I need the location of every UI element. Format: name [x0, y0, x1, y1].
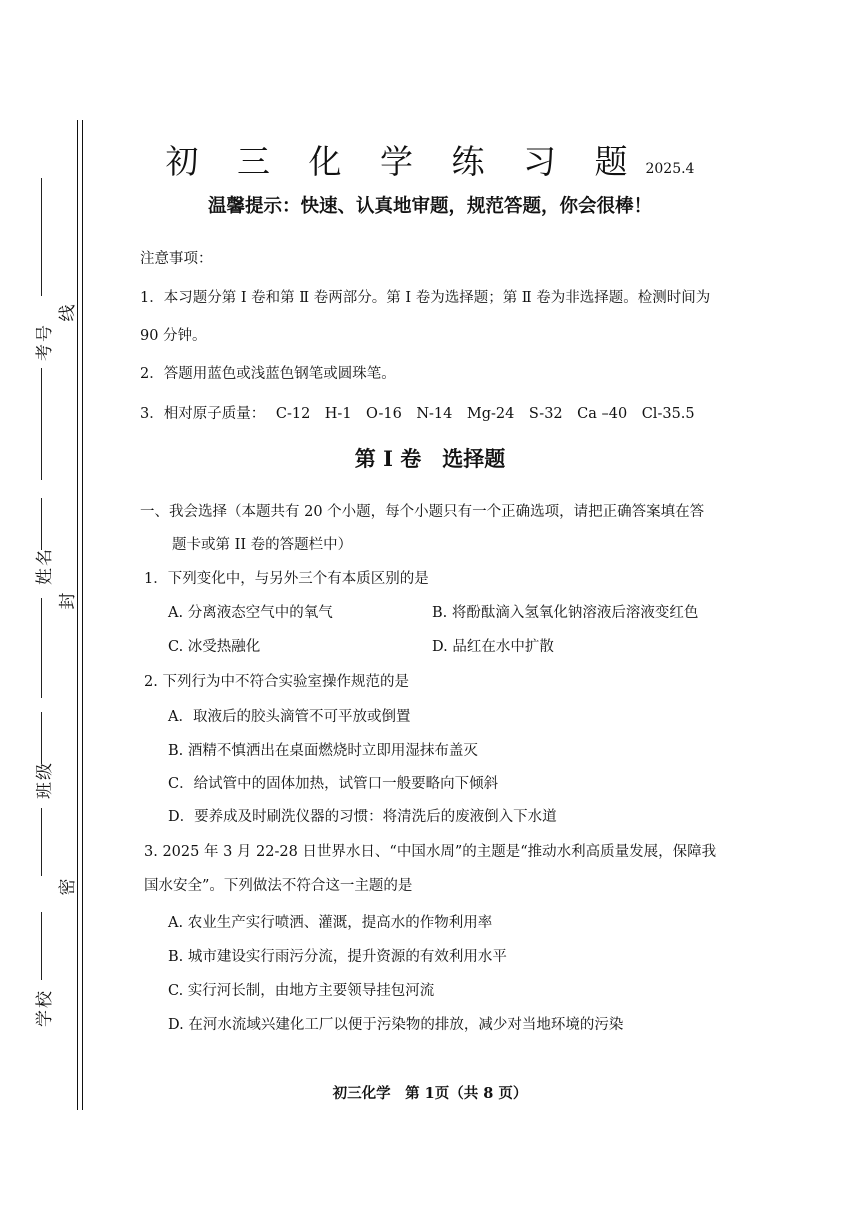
- question-3-option-c: C. 实行河长制，由地方主要领导挂包河流: [168, 983, 435, 999]
- section-instruction-line2: 题卡或第 II 卷的答题栏中）: [172, 537, 353, 553]
- question-1-stem: 1．下列变化中，与另外三个有本质区别的是: [144, 571, 429, 587]
- notice-item3: [140, 402, 695, 423]
- question-1-option-d: D. 品红在水中扩散: [432, 639, 554, 655]
- seal-feng-char: 封: [58, 590, 78, 610]
- question-2-option-c: C．给试管中的固体加热，试管口一般要略向下倾斜: [168, 776, 499, 792]
- class-label: 班级: [35, 761, 55, 799]
- question-3-option-d: D. 在河水流域兴建化工厂以便于污染物的排放，减少对当地环境的污染: [168, 1017, 624, 1033]
- question-2-option-a: A．取液后的胶头滴管不可平放或倒置: [168, 709, 411, 725]
- question-3-stem-line1: 3. 2025 年 3 月 22-28 日世界水日、“中国水周”的主题是“推动水利高质量发展，保障我: [144, 844, 717, 860]
- notice-item1-line2: 90 分钟。: [140, 328, 207, 344]
- class-blank-lower[interactable]: [41, 808, 42, 876]
- question-2-stem: 2. 下列行为中不符合实验室操作规范的是: [144, 674, 409, 690]
- name-blank-lower[interactable]: [41, 598, 42, 698]
- binding-line-inner: [82, 120, 83, 1110]
- question-2-option-d: D．要养成及时刷洗仪器的习惯：将清洗后的废液倒入下水道: [168, 809, 557, 825]
- page-footer: 初三化学 第 1页（共 8 页）: [332, 1085, 528, 1102]
- question-2-option-b: B. 酒精不慎洒出在桌面燃烧时立即用湿抹布盖灭: [168, 743, 478, 759]
- page-title: [0, 136, 860, 183]
- seal-mi-char: 密: [58, 876, 78, 896]
- question-3-stem-line2: 国水安全”。下列做法不符合这一主题的是: [144, 878, 413, 894]
- title-date: 2025.4: [645, 161, 695, 177]
- school-blank[interactable]: [41, 912, 42, 980]
- notice-item3-prefix: 3．相对原子质量：: [140, 406, 266, 422]
- question-3-option-b: B. 城市建设实行雨污分流，提升资源的有效利用水平: [168, 949, 507, 965]
- binding-line-outer: [77, 120, 78, 1110]
- section-instruction-line1: 一、我会选择（本题共有 20 个小题，每个小题只有一个正确选项，请把正确答案填在答: [140, 504, 705, 520]
- notice-item2: 2．答题用蓝色或浅蓝色钢笔或圆珠笔。: [140, 366, 396, 382]
- warm-tip: 温馨提示：快速、认真地审题，规范答题，你会很棒！: [207, 196, 652, 217]
- question-1-option-a: A. 分离液态空气中的氧气: [168, 605, 333, 621]
- school-label: 学校: [35, 989, 55, 1027]
- atomic-masses: C-12 H-1 O-16 N-14 Mg-24 S-32 Ca –40 Cl-35.5: [275, 406, 695, 422]
- section-title: 第 Ⅰ 卷 选择题: [354, 446, 506, 471]
- notice-heading: 注意事项：: [140, 251, 213, 267]
- name-label: 姓名: [35, 547, 55, 585]
- question-1-option-b: B. 将酚酞滴入氢氧化钠溶液后溶液变红色: [432, 605, 699, 621]
- question-3-option-a: A. 农业生产实行喷洒、灌溉，提高水的作物利用率: [168, 915, 493, 931]
- question-1-option-c: C. 冰受热融化: [168, 639, 261, 655]
- notice-item1-line1: 1．本习题分第 Ⅰ 卷和第 Ⅱ 卷两部分。第 Ⅰ 卷为选择题；第 Ⅱ 卷为非选择题。检测时间为: [140, 290, 711, 306]
- class-blank[interactable]: [41, 712, 42, 764]
- seal-line-char: 线: [58, 302, 78, 322]
- name-blank[interactable]: [41, 498, 42, 550]
- exam-no-label: 考号: [35, 323, 55, 361]
- title-text: 初 三 化 学 练 习 题: [165, 142, 642, 181]
